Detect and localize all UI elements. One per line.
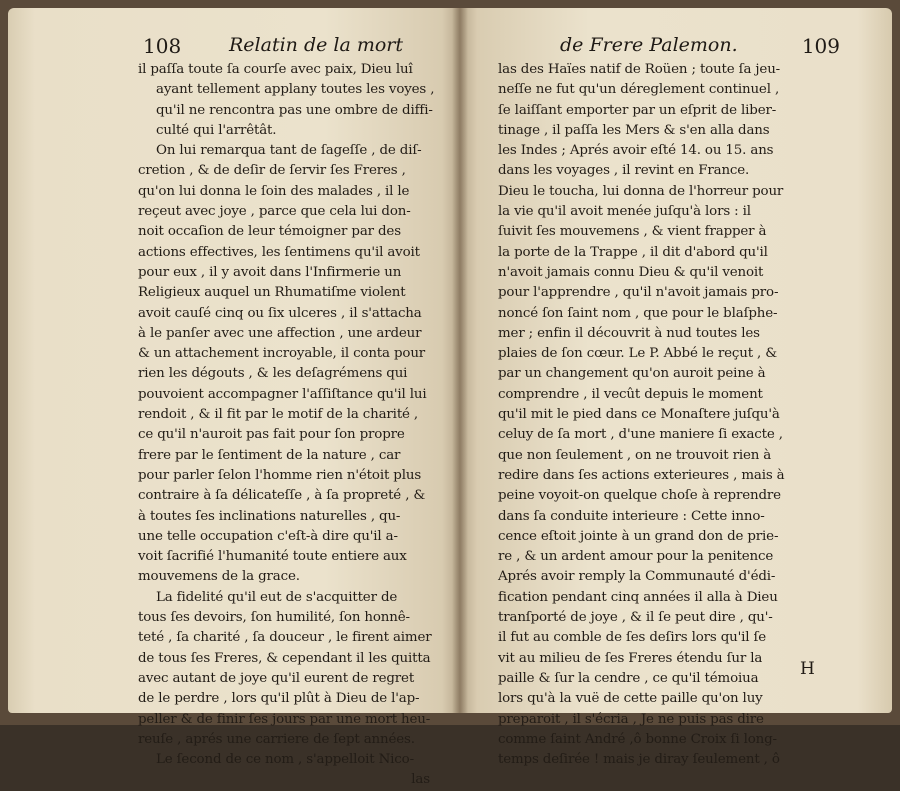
text-line: ſe laiſſant emporter par un eſprit de liber- <box>498 102 777 118</box>
text-line: celuy de ſa mort , d'une maniere ſi exacte , <box>498 427 783 443</box>
text-line: las des Haïes natif de Roüen ; toute ſa jeu- <box>498 62 781 77</box>
text-line: & un attachement incroyable, il conta pour <box>138 346 426 362</box>
text-line: lors qu'à la vuë de cette paille qu'on luy <box>498 691 763 707</box>
text-line: voit ſacrifié l'humanité toute entiere aux <box>138 549 407 565</box>
text-line: la porte de la Trappe , il dit d'abord qu'il <box>498 244 768 260</box>
text-line: Dieu le toucha, lui donna de l'horreur pour <box>498 183 784 199</box>
text-line: temps deſirée ! mais je diray ſeulement , ô <box>498 752 780 768</box>
text-line: cence eſtoit jointe à un grand don de prie- <box>498 528 779 544</box>
text-line: reçeut avec joye , parce que cela lui don- <box>138 204 411 220</box>
text-line: il paſſa toute ſa courſe avec paix, Dieu luî <box>138 62 413 77</box>
text-line: paille & ſur la cendre , ce qu'il témoiua <box>498 670 759 686</box>
right-page-body <box>498 60 826 770</box>
text-line: cretion , & de deſir de ſervir ſes Freres , <box>138 163 406 179</box>
text-line: de le perdre , lors qu'il plût à Dieu de l'ap- <box>138 691 420 707</box>
right-page-header <box>560 34 880 60</box>
text-line: mer ; enfin il découvrit à nud toutes les <box>498 325 760 341</box>
text-line: pour eux , il y avoit dans l'Infirmerie un <box>138 264 402 280</box>
text-line: mouvemens de la grace. <box>138 569 300 585</box>
text-line: pour l'apprendre , qu'il n'avoit jamais pro- <box>498 285 779 301</box>
text-line: qu'il ne rencontra pas une ombre de diffi- <box>156 102 433 118</box>
text-line: redire dans ſes actions exterieures , mais à <box>498 467 785 483</box>
text-line: vit au milieu de ſes Freres étendu ſur la <box>498 650 763 666</box>
text-line: à toutes ſes inclinations naturelles , qu- <box>138 508 401 524</box>
text-line: pour parler ſelon l'homme rien n'étoit plus <box>138 467 422 483</box>
right-page <box>460 8 892 768</box>
right-page-number: 109 <box>801 34 840 58</box>
left-page-header <box>143 34 403 60</box>
text-line: preparoit , il s'écria , Je ne puis pas dire <box>498 711 764 727</box>
text-line: Aprés avoir remply la Communauté d'édi- <box>498 569 776 585</box>
text-line: de tous ſes Freres, & cependant il les quitta <box>138 650 431 666</box>
text-line: tinage , il paſſa les Mers & s'en alla dans <box>498 122 770 138</box>
text-line: rendoit , & il fit par le motif de la charité , <box>138 407 419 423</box>
left-running-head: Relatin de la mort <box>229 34 404 56</box>
text-line: ſuivit ſes mouvemens , & vient frapper à <box>498 224 767 240</box>
text-line: plaies de ſon cœur. Le P. Abbé le reçut , & <box>498 346 778 362</box>
text-line: teté , ſa charité , ſa douceur , le firent aimer <box>138 630 432 646</box>
text-line: avoit cauſé cinq ou ſix ulceres , il s'attacha <box>138 305 422 321</box>
text-line: Religieux auquel un Rhumatiſme violent <box>138 285 406 301</box>
text-line: noncé ſon ſaint nom , que pour le blaſphe- <box>498 305 778 321</box>
book-gutter <box>452 8 468 713</box>
text-line: culté qui l'arrêtât. <box>156 122 277 138</box>
left-page <box>8 8 460 788</box>
text-line: ayant tellement applany toutes les voyes , <box>156 82 435 98</box>
text-line: les Indes ; Aprés avoir eſté 14. ou 15. ans <box>498 143 774 159</box>
text-line: On lui remarqua tant de ſageſſe , de diſ- <box>156 143 422 159</box>
text-line: neſſe ne fut qu'un déreglement continuel , <box>498 82 780 98</box>
right-running-head: de Frere Palemon. <box>560 34 738 56</box>
left-page-number: 108 <box>143 34 182 58</box>
text-line: pouvoient accompagner l'aſſiſtance qu'il lui <box>138 386 427 402</box>
text-line: fication pendant cinq années il alla à Dieu <box>498 589 778 605</box>
text-line: comprendre , il vecût depuis le moment <box>498 386 763 402</box>
text-line: peller & de finir ſes jours par une mort heu- <box>138 711 431 727</box>
text-line: dans les voyages , il revint en France. <box>498 163 750 179</box>
text-line: Le ſecond de ce nom , s'appelloit Nico- <box>156 752 414 768</box>
text-line: rien les dégouts , & les deſagrémens qui <box>138 366 408 382</box>
text-line: tous ſes devoirs, ſon humilité, ſon honnê- <box>138 610 410 626</box>
text-line: ce qu'il n'auroit pas fait pour ſon propre <box>138 427 405 443</box>
text-line: une telle occupation c'eſt-à dire qu'il a- <box>138 528 398 544</box>
text-line: las <box>411 772 430 788</box>
text-line: reuſe , aprés une carriere de ſept années. <box>138 731 415 747</box>
text-line: re , & un ardent amour pour la penitence <box>498 549 774 565</box>
text-line: la vie qu'il avoit menée juſqu'à lors : il <box>498 204 751 220</box>
text-line: tranſporté de joye , & il ſe peut dire , qu'- <box>498 610 773 626</box>
signature-mark: H <box>800 659 815 679</box>
text-line: que non ſeulement , on ne trouvoit rien à <box>498 447 772 463</box>
text-line: qu'il mit le pied dans ce Monaſtere juſqu'à <box>498 407 780 423</box>
text-line: frere par le ſentiment de la nature , car <box>138 447 401 463</box>
left-page-body <box>138 60 435 791</box>
text-line: contraire à ſa délicateſſe , à ſa propreté , & <box>138 488 426 504</box>
text-line: La fidelité qu'il eut de s'acquitter de <box>156 589 398 605</box>
text-line: il fut au comble de ſes deſirs lors qu'il ſe <box>498 630 767 646</box>
text-line: par un changement qu'on auroit peine à <box>498 366 766 382</box>
text-line: dans ſa conduite interieure : Cette inno- <box>498 508 765 524</box>
text-line: comme ſaint André ,ô bonne Croix ſi long- <box>498 731 777 747</box>
text-line: à le panſer avec une affection , une ardeur <box>138 325 422 341</box>
text-line: n'avoit jamais connu Dieu & qu'il venoit <box>498 264 764 280</box>
text-line: actions effectives, les ſentimens qu'il avoit <box>138 244 420 260</box>
text-line: noit occaſion de leur témoigner par des <box>138 224 401 240</box>
text-line: avec autant de joye qu'il eurent de regret <box>138 670 415 686</box>
text-line: qu'on lui donna le ſoin des malades , il le <box>138 183 410 199</box>
text-line: peine voyoit-on quelque choſe à reprendre <box>498 488 781 504</box>
